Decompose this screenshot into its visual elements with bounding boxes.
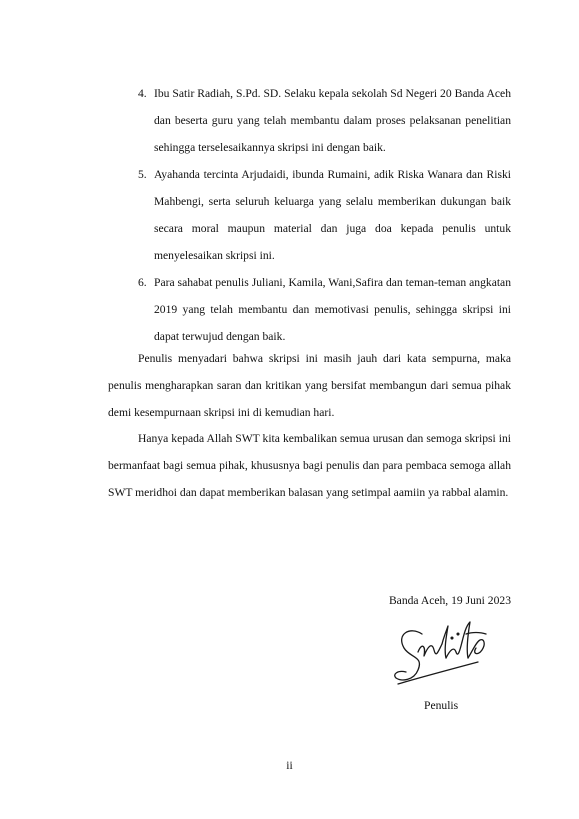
- place-date: Banda Aceh, 19 Juni 2023: [388, 594, 511, 607]
- page-number: ii: [286, 759, 293, 772]
- list-item-text: Ayahanda tercinta Arjudaidi, ibunda Rumaini, adik Riska Wanara dan Riski Mahbengi, serta seluruh keluarga yang selalu memberikan dukungan baik secara moral maupun material dan juga doa kepada penulis untuk menyelesaikan skripsi ini.: [154, 168, 511, 262]
- body-paragraph: Hanya kepada Allah SWT kita kembalikan semua urusan dan semoga skripsi ini bermanfaat bagi semua pihak, khususnya bagi penulis dan para pembaca semoga allah SWT meridhoi dan dapat memberikan balasan yang setimpal aamiin ya rabbal alamin.: [108, 432, 511, 499]
- list-item: [138, 80, 511, 161]
- list-item-text: Para sahabat penulis Juliani, Kamila, Wani,Safira dan teman-teman angkatan 2019 yang telah membantu dan memotivasi penulis, sehingga skripsi ini dapat terwujud dengan baik.: [154, 276, 511, 343]
- list-item-number: 5.: [138, 168, 147, 181]
- body-paragraph: Penulis menyadari bahwa skripsi ini masih jauh dari kata sempurna, maka penulis mengharapkan saran dan kritikan yang bersifat membangun dari semua pihak demi kesempurnaan skripsi ini di kemudian hari.: [108, 352, 511, 419]
- list-item: [138, 161, 511, 269]
- list-item-number: 4.: [138, 87, 147, 100]
- signature-icon: [388, 612, 496, 694]
- list-item-number: 6.: [138, 276, 147, 289]
- list-item-text: Ibu Satir Radiah, S.Pd. SD. Selaku kepala sekolah Sd Negeri 20 Banda Aceh dan beserta guru yang telah membantu dalam proses pelaksanan penelitian sehingga terselesaikannya skripsi ini dengan baik.: [154, 87, 511, 154]
- list-item: [138, 269, 511, 350]
- acknowledgement-list: [138, 80, 511, 350]
- signer-name: Penulis: [424, 699, 459, 712]
